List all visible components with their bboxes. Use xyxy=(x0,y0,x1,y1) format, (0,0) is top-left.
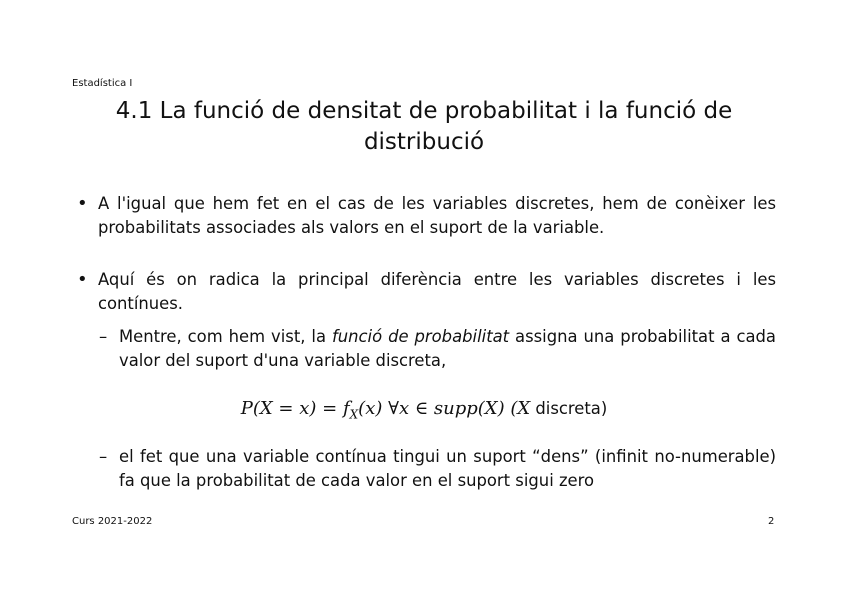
slide-content xyxy=(72,192,776,493)
bullet-icon: • xyxy=(77,193,88,214)
slide-title xyxy=(72,96,776,158)
slide-header: Estadística I xyxy=(72,78,133,89)
dash-icon: – xyxy=(99,327,108,346)
bullet-item-2 xyxy=(72,268,776,316)
title-line-1: 4.1 La funció de densitat de probabilitat i la funció de xyxy=(115,98,733,124)
sub-item-2-text: el fet que una variable contínua tingui un suport “dens” (infinit no-numerable) fa que la probabilitat de cada valor en el suport sigui zero xyxy=(119,446,776,490)
sub-item-2 xyxy=(72,445,776,493)
sub-item-1-before: Mentre, com hem vist, la xyxy=(119,327,332,346)
formula-subscript: X xyxy=(349,407,359,422)
formula-lhs: P(X = x) = xyxy=(240,398,343,419)
bullet-text-1: A l'igual que hem fet en el cas de les variables discretes, hem de conèixer les probabilitats associades als valors en el suport de la variable. xyxy=(98,194,776,237)
probability-formula xyxy=(72,397,776,427)
title-line-2: distribució xyxy=(363,129,485,155)
bullet-item-1 xyxy=(72,192,776,240)
sub-item-1 xyxy=(72,325,776,373)
page-number: 2 xyxy=(768,516,775,527)
dash-icon: – xyxy=(99,446,108,466)
bullet-icon: • xyxy=(77,269,88,290)
footer-course-year: Curs 2021-2022 xyxy=(72,516,153,527)
sub-item-1-emphasis: funció de probabilitat xyxy=(331,327,510,346)
formula-note: discreta) xyxy=(530,399,608,418)
formula-f: f xyxy=(342,398,350,419)
sub-item-1-after: assigna una probabilitat a cada valor del suport d'una variable discreta, xyxy=(119,327,776,370)
formula-rhs: (x) ∀x ∈ supp(X) (X xyxy=(358,398,531,419)
bullet-text-2: Aquí és on radica la principal diferència entre les variables discretes i les contínues. xyxy=(98,270,776,313)
